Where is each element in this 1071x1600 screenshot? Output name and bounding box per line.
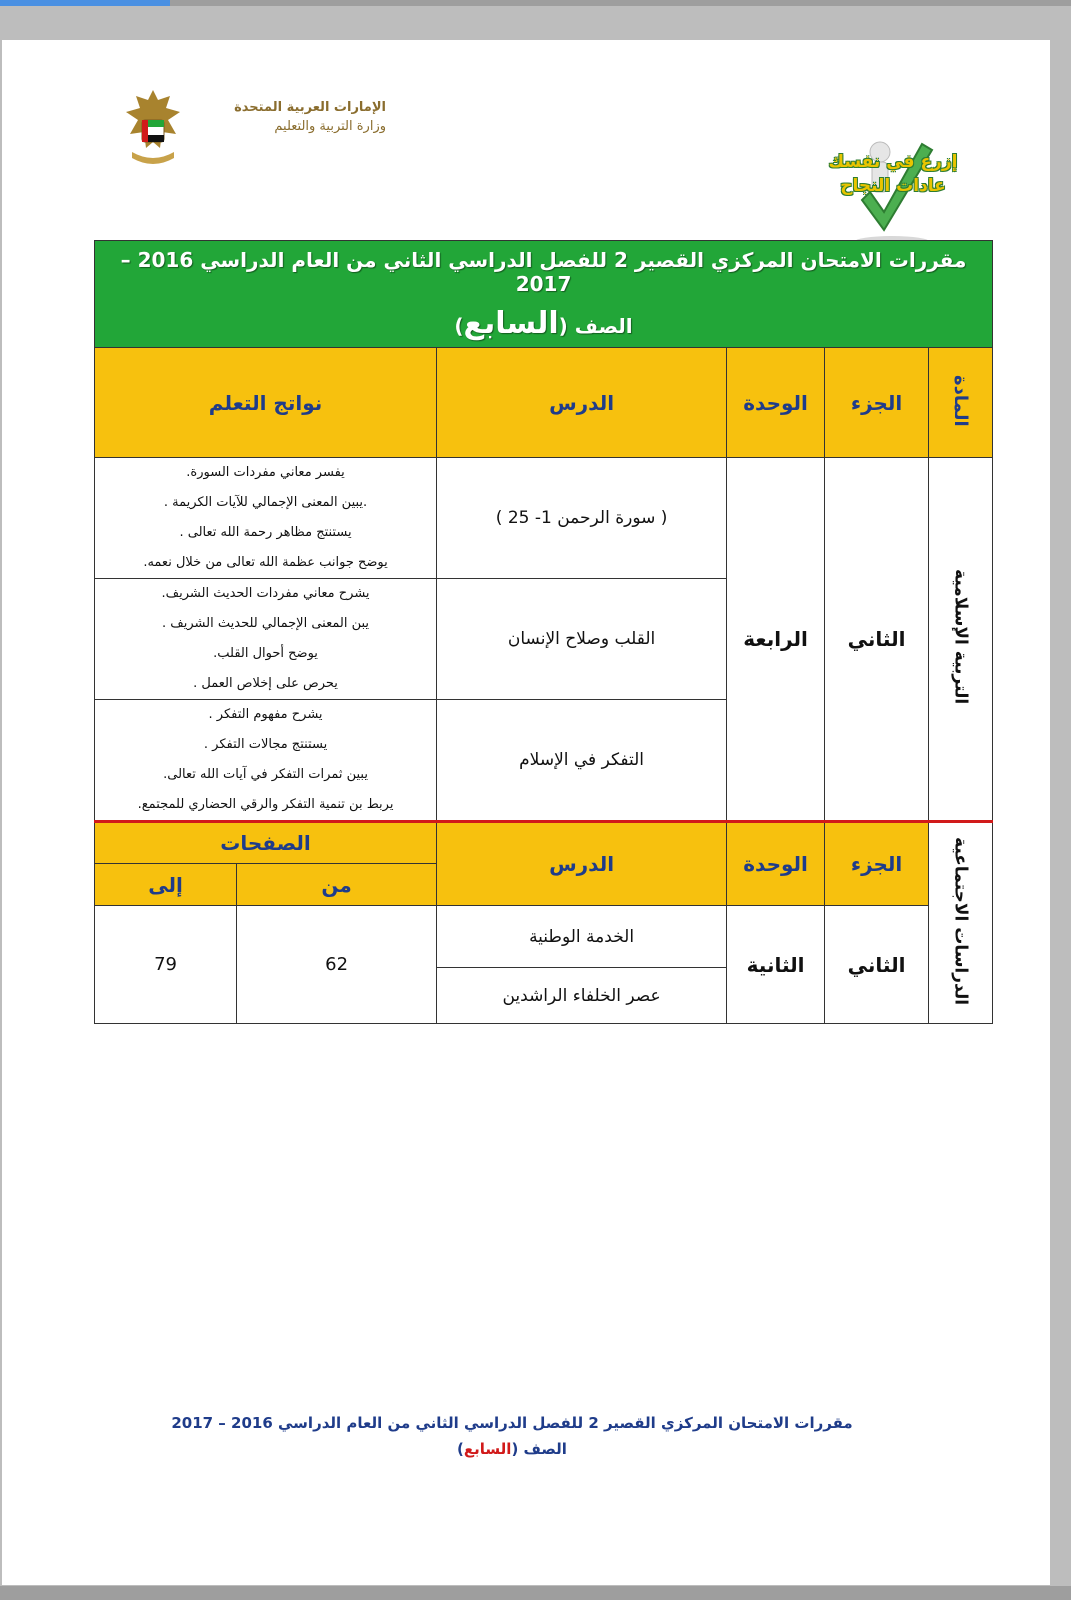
exam-syllabus-table bbox=[94, 240, 993, 1024]
document-page bbox=[2, 40, 1050, 1585]
social-part: الثاني bbox=[825, 906, 929, 1024]
header2-pages: الصفحات bbox=[95, 822, 437, 864]
slogan-logo bbox=[822, 130, 962, 250]
islamic-lesson-1: ( سورة الرحمن 1- 25 ) bbox=[437, 458, 727, 579]
ministry-name: وزارة التربية والتعليم bbox=[274, 119, 386, 134]
outcome-item: يستنتج مظاهر رحمة الله تعالى . bbox=[179, 525, 352, 540]
header-part: الجزء bbox=[825, 348, 929, 458]
slogan-line2: عادات النجاح bbox=[840, 176, 946, 196]
page-footer bbox=[132, 1410, 892, 1462]
islamic-outcomes-1 bbox=[95, 458, 437, 579]
islamic-unit: الرابعة bbox=[727, 458, 825, 822]
table-title bbox=[95, 241, 993, 348]
header-lesson: الدرس bbox=[437, 348, 727, 458]
grade-name: السابع bbox=[463, 305, 559, 341]
grade-prefix: الصف bbox=[574, 313, 633, 338]
ministry-country: الإمارات العربية المتحدة bbox=[234, 100, 386, 115]
outcome-item: يستنتج مجالات التفكر . bbox=[203, 737, 328, 752]
outcome-item: يوضح أحوال القلب. bbox=[213, 646, 318, 661]
social-page-to: 79 bbox=[95, 906, 237, 1024]
footer-grade-name: السابع bbox=[463, 1440, 512, 1458]
table-title-line: مقررات الامتحان المركزي القصير 2 للفصل الدراسي الثاني من العام الدراسي 2016 – 2017 bbox=[120, 247, 967, 296]
subject-social: الدراسات الاجتماعية bbox=[929, 822, 993, 1024]
islamic-outcomes-2 bbox=[95, 579, 437, 700]
footer-title: مقررات الامتحان المركزي القصير 2 للفصل الدراسي الثاني من العام الدراسي 2016 – 2017 bbox=[171, 1414, 853, 1432]
social-lesson-2: عصر الخلفاء الراشدين bbox=[437, 968, 727, 1024]
social-lesson-1: الخدمة الوطنية bbox=[437, 906, 727, 968]
outcome-item: يبن المعنى الإجمالي للحديث الشريف . bbox=[162, 616, 370, 631]
islamic-part: الثاني bbox=[825, 458, 929, 822]
islamic-outcomes-3 bbox=[95, 700, 437, 822]
social-page-from: 62 bbox=[237, 906, 437, 1024]
uae-emblem-icon bbox=[118, 86, 188, 170]
footer-grade: الصف (السابع) bbox=[457, 1440, 567, 1458]
social-unit: الثانية bbox=[727, 906, 825, 1024]
outcome-item: يبين ثمرات التفكر في آيات الله تعالى. bbox=[163, 767, 368, 782]
islamic-lesson-3: التفكر في الإسلام bbox=[437, 700, 727, 822]
header2-to: إلى bbox=[95, 864, 237, 906]
footer-grade-prefix: الصف bbox=[523, 1440, 567, 1458]
header2-part: الجزء bbox=[825, 822, 929, 906]
slogan-line1: إزرع في نفسك bbox=[828, 152, 958, 172]
top-status-bar bbox=[0, 0, 1071, 6]
bottom-bar bbox=[0, 1586, 1071, 1600]
table-title-grade: الصف (السابع) bbox=[454, 305, 633, 341]
outcome-item: يربط بن تنمية التفكر والرقي الحضاري للمجتمع. bbox=[137, 797, 394, 812]
subject-islamic: التربية الإسلامية bbox=[929, 458, 993, 822]
outcome-item: يفسر معاني مفردات السورة. bbox=[186, 465, 345, 480]
outcome-item: يشرح معاني مفردات الحديث الشريف. bbox=[161, 586, 370, 601]
header2-from: من bbox=[237, 864, 437, 906]
header-outcomes: نواتج التعلم bbox=[95, 348, 437, 458]
header-unit: الوحدة bbox=[727, 348, 825, 458]
outcome-item: يحرص على إخلاص العمل . bbox=[193, 676, 338, 691]
outcome-item: يشرح مفهوم التفكر . bbox=[208, 707, 323, 722]
islamic-lesson-2: القلب وصلاح الإنسان bbox=[437, 579, 727, 700]
header2-unit: الوحدة bbox=[727, 822, 825, 906]
progress-accent bbox=[0, 0, 170, 6]
outcome-item: .يبين المعنى الإجمالي للآيات الكريمة . bbox=[163, 495, 368, 510]
ministry-header bbox=[118, 86, 388, 176]
outcome-item: يوضح جوانب عظمة الله تعالى من خلال نعمه. bbox=[143, 555, 388, 570]
header2-lesson: الدرس bbox=[437, 822, 727, 906]
header-subject: المادة bbox=[929, 348, 993, 458]
